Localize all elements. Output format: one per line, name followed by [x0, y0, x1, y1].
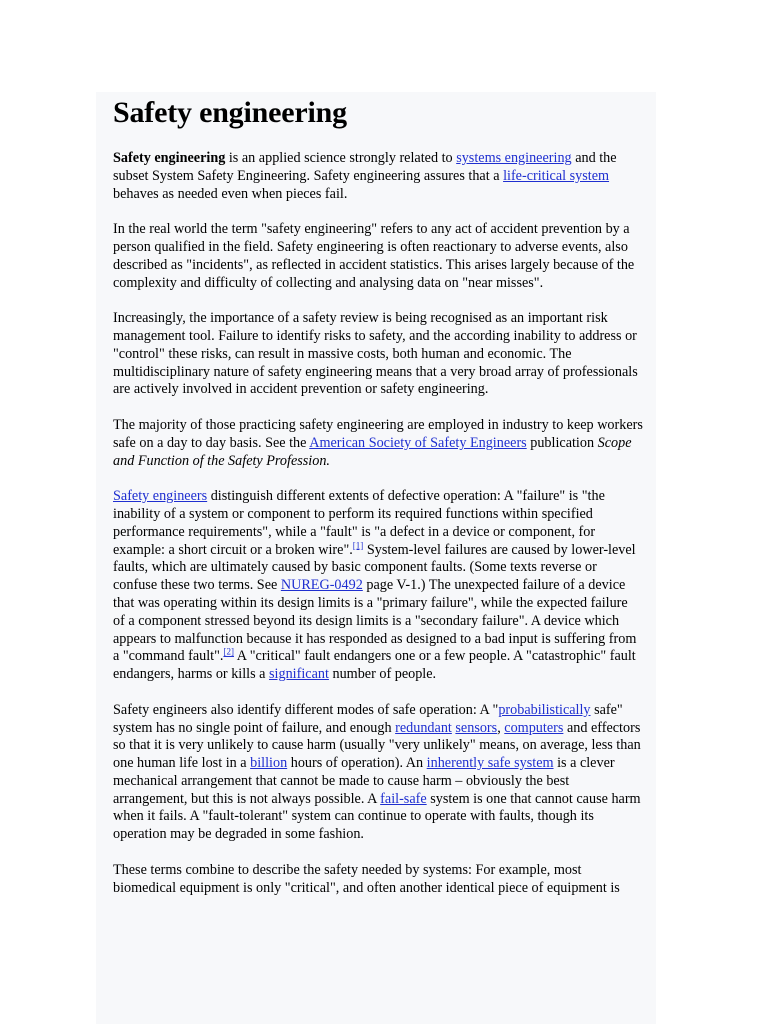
link-redundant[interactable]: redundant [395, 719, 452, 736]
text: The majority of those practicing safety engineering are employed in industry to keep workers safe on a day to day basis. See the [113, 416, 643, 451]
text: System-level failures are caused by lower-level faults, which are ultimately caused by basic component faults. (Some texts reverse or confuse these two terms. See [113, 541, 636, 594]
text: safe" system has no single point of failure, and enough [113, 701, 623, 736]
text: is a clever mechanical arrangement that cannot be made to cause harm – obviously the best arrangement, but this is not always possible. A [113, 755, 615, 807]
text: , [497, 719, 505, 736]
text: hours of operation). An [287, 755, 427, 772]
link-fail-safe[interactable]: fail-safe [380, 790, 427, 807]
text: behaves as needed even when pieces fail. [113, 185, 348, 202]
link-life-critical-system[interactable]: life-critical system [503, 167, 610, 184]
text: and the subset System Safety Engineering. Safety engineering assures that a [113, 150, 617, 184]
paragraph-real-world: In the real world the term "safety engineering" refers to any act of accident prevention by a person qualified in the field. Safety engineering is often reactionary to adverse events, also described as "incidents", as reflected in accident statistics. This arises largely because of the complexity and difficulty of collecting and analysing data on "near misses". [113, 221, 635, 291]
text: Safety engineers also identify different modes of safe operation: A " [113, 701, 499, 718]
article-title: Safety engineering [113, 96, 347, 129]
text: A "critical" fault endangers one or a few people. A "catastrophic" fault endangers, harms or kills a [113, 648, 636, 683]
reference-2[interactable]: [2] [223, 646, 234, 657]
paragraph-terms-combine: These terms combine to describe the safety needed by systems: For example, most biomedical equipment is only "critical", and often another identical piece of equipment is [113, 861, 620, 896]
paragraph-safety-review: Increasingly, the importance of a safety review is being recognised as an important risk management tool. Failure to identify risks to safety, and the according inability to address or "control" these risks, can result in massive costs, both human and economic. The multidisciplinary nature of safety engineering means that a very broad array of professionals are actively involved in accident prevention or safety engineering. [113, 310, 638, 398]
link-systems-engineering[interactable]: systems engineering [456, 150, 572, 166]
text: system is one that cannot cause harm when it fails. A "fault-tolerant" system can continue to operate with faults, though its operation may be degraded in some fashion. [113, 790, 641, 843]
link-probabilistically[interactable]: probabilistically [498, 701, 591, 718]
paragraph-safe-operation [113, 702, 643, 844]
article-body [113, 92, 643, 915]
link-sensors[interactable]: sensors [455, 719, 498, 736]
paragraph-defective-operation [113, 488, 643, 684]
bold-term: Safety engineering [113, 150, 226, 166]
link-computers[interactable]: computers [504, 719, 564, 736]
text: and effectors so that it is very unlikely to cause harm (usually "very unlikely" means, on average, less than one human life lost in a [113, 719, 641, 772]
text: distinguish different extents of defective operation: A "failure" is "the inability of a system or component to perform its required functions within specified performance requirements", while a "fault" is "a defect in a device or component, for example: a short circuit or a broken wire". [113, 488, 605, 558]
paragraph-industry [113, 417, 643, 470]
reference-1[interactable]: [1] [352, 539, 364, 550]
link-asse[interactable]: American Society of Safety Engineers [309, 434, 527, 451]
text: publication [526, 434, 598, 451]
text: is an applied science strongly related to [225, 150, 457, 166]
italic-publication-title: Scope and Function of the Safety Profession. [113, 434, 632, 469]
paragraph-intro [113, 150, 643, 203]
link-billion[interactable]: billion [250, 755, 288, 772]
link-inherently-safe-system[interactable]: inherently safe system [426, 755, 554, 772]
document-page [96, 92, 656, 1024]
link-nureg-0492[interactable]: NUREG-0492 [280, 577, 363, 594]
link-safety-engineers[interactable]: Safety engineers [113, 488, 208, 505]
link-significant[interactable]: significant [269, 666, 329, 683]
text: page V-1.) The unexpected failure of a device that was operating within its design limits is a "primary failure", while the expected failure of a component stressed beyond its design limits is a "secondary failure". A device which appears to malfunction because it has responded as designed to a bad input is suffering from a "command fault". [113, 577, 637, 665]
text: number of people. [328, 666, 437, 683]
